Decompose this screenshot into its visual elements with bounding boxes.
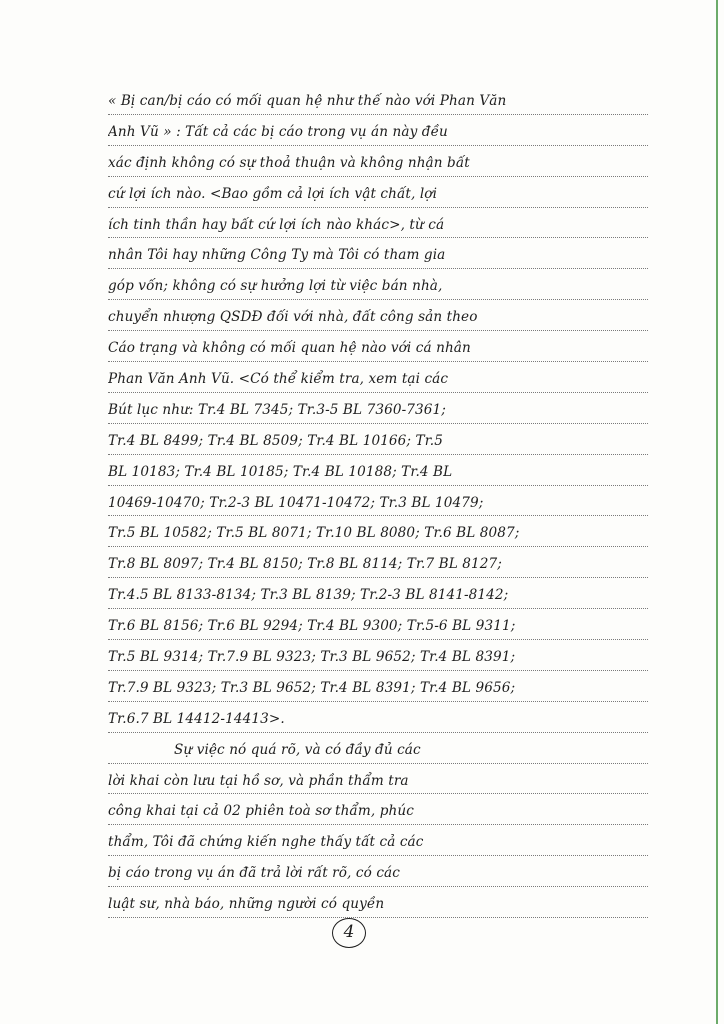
text-line-15: Tr.5 BL 10582; Tr.5 BL 8071; Tr.10 BL 8080; Tr.6 BL 8087; — [108, 516, 648, 547]
handwritten-text-body — [108, 84, 648, 918]
scan-edge — [716, 0, 718, 1024]
text-line-17: Tr.4.5 BL 8133-8134; Tr.3 BL 8139; Tr.2-3 BL 8141-8142; — [108, 578, 648, 609]
text-line-7: góp vốn; không có sự hưởng lợi từ việc bán nhà, — [108, 269, 648, 300]
text-line-20: Tr.7.9 BL 9323; Tr.3 BL 9652; Tr.4 BL 8391; Tr.4 BL 9656; — [108, 671, 648, 702]
text-line-27: luật sư, nhà báo, những người có quyền — [108, 887, 648, 918]
text-line-6: nhân Tôi hay những Công Ty mà Tôi có tham gia — [108, 238, 648, 269]
text-line-4: cứ lợi ích nào. <Bao gồm cả lợi ích vật chất, lợi — [108, 177, 648, 208]
text-line-25: thẩm, Tôi đã chứng kiến nghe thấy tất cả các — [108, 825, 648, 856]
text-line-11: Bút lục như: Tr.4 BL 7345; Tr.3-5 BL 7360-7361; — [108, 393, 648, 424]
text-line-2: Anh Vũ » : Tất cả các bị cáo trong vụ án này đều — [108, 115, 648, 146]
text-line-14: 10469-10470; Tr.2-3 BL 10471-10472; Tr.3 BL 10479; — [108, 486, 648, 517]
text-line-8: chuyển nhượng QSDĐ đối với nhà, đất công sản theo — [108, 300, 648, 331]
text-line-23: lời khai còn lưu tại hồ sơ, và phần thẩm tra — [108, 764, 648, 795]
text-line-13: BL 10183; Tr.4 BL 10185; Tr.4 BL 10188; Tr.4 BL — [108, 455, 648, 486]
text-line-24: công khai tại cả 02 phiên toà sơ thẩm, phúc — [108, 794, 648, 825]
text-line-1: « Bị can/bị cáo có mối quan hệ như thế nào với Phan Văn — [108, 84, 648, 115]
text-line-21: Tr.6.7 BL 14412-14413>. — [108, 702, 648, 733]
text-line-5: ích tinh thần hay bất cứ lợi ích nào khác>, từ cá — [108, 208, 648, 239]
text-line-10: Phan Văn Anh Vũ. <Có thể kiểm tra, xem tại các — [108, 362, 648, 393]
text-line-9: Cáo trạng và không có mối quan hệ nào với cá nhân — [108, 331, 648, 362]
page-number-circle: 4 — [332, 918, 366, 948]
text-line-26: bị cáo trong vụ án đã trả lời rất rõ, có các — [108, 856, 648, 887]
text-line-16: Tr.8 BL 8097; Tr.4 BL 8150; Tr.8 BL 8114; Tr.7 BL 8127; — [108, 547, 648, 578]
text-line-18: Tr.6 BL 8156; Tr.6 BL 9294; Tr.4 BL 9300; Tr.5-6 BL 9311; — [108, 609, 648, 640]
text-line-19: Tr.5 BL 9314; Tr.7.9 BL 9323; Tr.3 BL 9652; Tr.4 BL 8391; — [108, 640, 648, 671]
text-line-3: xác định không có sự thoả thuận và không nhận bất — [108, 146, 648, 177]
text-line-22: Sự việc nó quá rõ, và có đầy đủ các — [108, 733, 648, 764]
text-line-12: Tr.4 BL 8499; Tr.4 BL 8509; Tr.4 BL 10166; Tr.5 — [108, 424, 648, 455]
